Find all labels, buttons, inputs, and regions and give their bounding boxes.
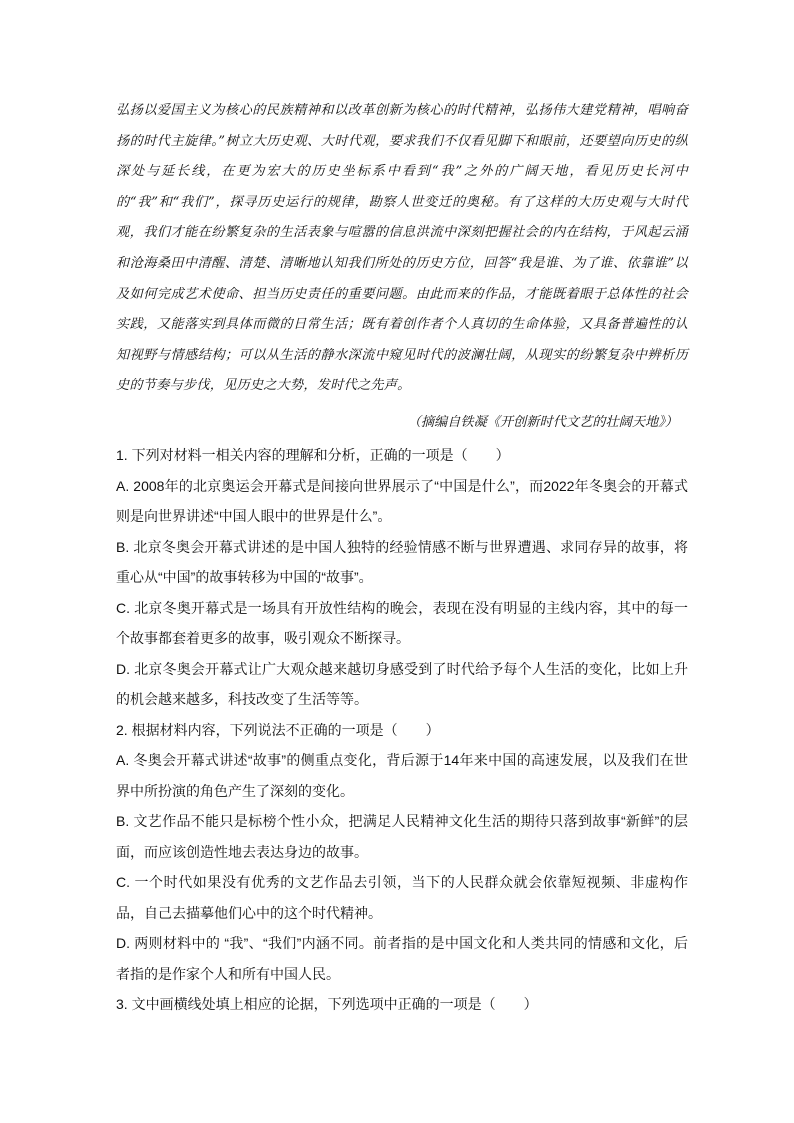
option-b: B. 北京冬奥会开幕式讲述的是中国人独特的经验情感不断与世界遭遇、求同存异的故事，将重心从“中国”的故事转移为中国的“故事”。 (116, 538, 688, 585)
option-a: A. 2008年的北京奥运会开幕式是间接向世界展示了“中国是什么”，而2022年冬奥会的开幕式则是向世界讲述“中国人眼中的世界是什么”。 (116, 477, 688, 524)
question-3 (116, 989, 688, 1020)
option-a: A. 冬奥会开幕式讲述“故事”的侧重点变化，背后源于14年来中国的高速发展，以及我们在世界中所扮演的角色产生了深刻的变化。 (116, 752, 688, 799)
option-d: D. 北京冬奥会开幕式让广大观众越来越切身感受到了时代给予每个人生活的变化，比如上升的机会越来越多，科技改变了生活等等。 (116, 660, 688, 707)
question-stem: 3. 文中画横线处填上相应的论据，下列选项中正确的一项是（ ） (116, 996, 538, 1012)
question-stem: 2. 根据材料内容，下列说法不正确的一项是（ ） (116, 721, 440, 738)
passage-text: 弘扬以爱国主义为核心的民族精神和以改革创新为核心的时代精神，弘扬伟大建党精神，唱响奋扬的时代主旋律。”树立大历史观、大时代观，要求我们不仅看见脚下和眼前，还要望向历史的纵深处与延长线，在更为宏大的历史坐标系中看到“我”之外的广阔天地，看见历史长河中的“我”和“我们”，探寻历史运行的规律，勘察人世变迁的奥秘。有了这样的大历史观与大时代观，我们才能在纷繁复杂的生活表象与喧嚣的信息洪流中深刻把握社会的内在结构，于风起云涌和沧海桑田中清醒、清楚、清晰地认知我们所处的历史方位，回答“我是谁、为了谁、依靠谁”以及如何完成艺术使命、担当历史责任的重要问题。由此而来的作品，才能既着眼于总体性的社会实践，又能落实到具体而微的日常生活；既有着创作者个人真切的生命体验，又具备普遍性的认知视野与情感结构；可以从生活的静水深流中窥见时代的波澜壮阔，从现实的纷繁复杂中辨析历史的节奏与步伐，见历史之大势，发时代之先声。 (116, 103, 688, 394)
option-c: C. 北京冬奥开幕式是一场具有开放性结构的晚会，表现在没有明显的主线内容，其中的每一个故事都套着更多的故事，吸引观众不断探寻。 (116, 599, 688, 646)
option-b: B. 文艺作品不能只是标榜个性小众，把满足人民精神文化生活的期待只落到故事“新鲜”的层面，而应该创造性地去表达身边的故事。 (116, 813, 688, 860)
option-d: D. 两则材料中的 “我”、“我们”内涵不同。前者指的是中国文化和人类共同的情感和文化，后者指的是作家个人和所有中国人民。 (116, 935, 688, 982)
question-2 (116, 715, 688, 990)
passage-source: （摘编自铁凝《开创新时代文艺的壮阔天地》） (407, 415, 678, 430)
question-1 (116, 440, 688, 715)
option-c: C. 一个时代如果没有优秀的文艺作品去引领，当下的人民群众就会依靠短视频、非虚构作品，自己去描摹他们心中的这个时代精神。 (116, 874, 688, 921)
question-list (116, 440, 688, 1020)
question-stem: 1. 下列对材料一相关内容的理解和分析，正确的一项是（ ） (116, 447, 510, 463)
